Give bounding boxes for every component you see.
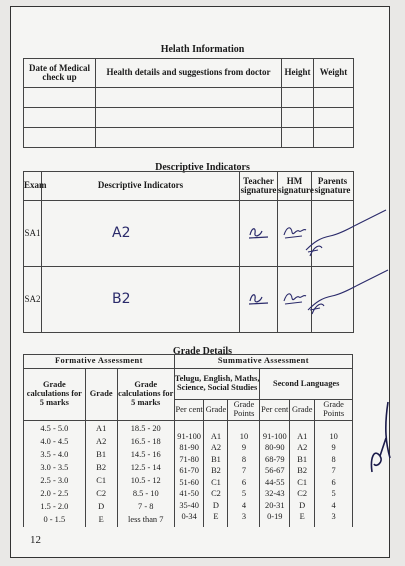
desc-header-hm: HM signature [278, 172, 312, 201]
list-item: B2 [211, 466, 221, 475]
exam-sa2: SA2 [24, 267, 42, 333]
health-header-height: Height [282, 59, 314, 88]
list-item: 61-70 [179, 466, 199, 475]
list-item: E [98, 515, 104, 524]
summative-col-grade-2 [290, 421, 315, 528]
list-item: 16.5 - 18 [130, 437, 161, 446]
health-row [24, 128, 354, 148]
health-row [24, 108, 354, 128]
list-item: 18.5 - 20 [130, 424, 161, 433]
list-item: 7 [241, 466, 247, 475]
desc-header-indicators: Descriptive Indicators [42, 172, 240, 201]
list-item: 6 [241, 477, 247, 487]
grade-table [23, 354, 353, 527]
list-item: C2 [297, 489, 308, 498]
summative-title: Summative Assessment [174, 355, 352, 369]
list-item: 8.5 - 10 [132, 489, 159, 498]
indicator-sa1 [42, 201, 240, 267]
list-item: 9 [241, 443, 247, 452]
sum-header-points-1: Grade Points [228, 400, 260, 421]
list-item: 3.0 - 3.5 [40, 463, 69, 472]
list-item: 2.5 - 3.0 [40, 476, 69, 485]
teacher-signature-mark [246, 289, 272, 307]
list-item: 5 [331, 489, 336, 498]
sum-header-points-2: Grade Points [315, 400, 353, 421]
parents-signature-marks [300, 198, 400, 318]
list-item: 91-100 [177, 431, 201, 441]
list-item: C1 [211, 477, 221, 487]
list-item: less than 7 [128, 515, 164, 524]
list-item: 35-40 [179, 500, 199, 510]
summative-col-points-1 [228, 421, 260, 528]
summative-group-second-languages: Second Languages [260, 369, 353, 400]
list-item: D [299, 500, 306, 510]
sum-header-percent-1: Per cent [174, 400, 204, 421]
list-item: B2 [297, 466, 308, 475]
summative-group-core: Telugu, English, Maths, Science, Social Studies [174, 369, 260, 400]
list-item: 80-90 [265, 443, 285, 452]
list-item: 3.5 - 4.0 [40, 450, 69, 459]
list-item: D [98, 502, 105, 511]
list-item: A2 [96, 437, 107, 446]
sum-header-grade-2: Grade [290, 400, 315, 421]
sum-header-percent-2: Per cent [260, 400, 290, 421]
list-item: 2.0 - 2.5 [40, 489, 69, 498]
list-item: A2 [210, 443, 222, 452]
formative-header-calc-20: Grade calculations for 5 marks [117, 369, 174, 421]
list-item: C1 [297, 477, 308, 487]
list-item: B1 [211, 454, 221, 464]
summative-col-points-2 [315, 421, 353, 528]
summative-col-percent-2 [260, 421, 290, 528]
formative-col-calc-20 [117, 421, 174, 528]
formative-header-grade: Grade [85, 369, 117, 421]
list-item: C2 [211, 489, 221, 498]
list-item: C1 [96, 476, 107, 485]
list-item: 7 - 8 [138, 502, 154, 511]
formative-title: Formative Assessment [24, 355, 175, 369]
list-item: E [299, 512, 305, 521]
list-item: E [213, 512, 219, 521]
summative-col-grade-1 [204, 421, 228, 528]
list-item: B1 [96, 450, 107, 459]
list-item: 41-50 [179, 489, 199, 498]
sum-header-grade-1: Grade [204, 400, 228, 421]
descriptive-title: Descriptive Indicators [155, 162, 250, 173]
list-item: A2 [297, 443, 308, 452]
list-item: 10 [329, 431, 338, 441]
formative-col-grade [85, 421, 117, 528]
health-header-weight: Weight [314, 59, 354, 88]
teacher-signature-mark [246, 223, 272, 241]
list-item: 20-31 [265, 500, 285, 510]
teacher-signature-sa1 [240, 201, 278, 267]
list-item: 91-100 [262, 431, 287, 441]
desc-header-parents: Parents signature [312, 172, 354, 201]
list-item: D [212, 500, 219, 510]
list-item: 0 - 1.5 [43, 515, 66, 524]
list-item: 4.0 - 4.5 [40, 437, 69, 446]
list-item: 0-34 [181, 512, 197, 521]
list-item: 4.5 - 5.0 [40, 424, 69, 433]
list-item: 14.5 - 16 [130, 450, 161, 459]
list-item: 81-90 [179, 443, 199, 452]
list-item: 32-43 [265, 489, 285, 498]
list-item: 1.5 - 2.0 [40, 502, 69, 511]
list-item: 0-19 [267, 512, 283, 521]
health-header-date: Date of Medical check up [24, 59, 96, 88]
list-item: 3 [241, 512, 247, 521]
list-item: 71-80 [179, 454, 199, 464]
list-item: 4 [241, 500, 247, 510]
list-item: 6 [331, 477, 336, 487]
grade-title: Grade Details [172, 346, 233, 357]
indicator-sa2-text: B2 [112, 290, 131, 307]
list-item: 4 [331, 500, 336, 510]
exam-sa1: SA1 [24, 201, 42, 267]
list-item: B1 [297, 454, 308, 464]
list-item: A1 [297, 431, 308, 441]
page-number: 12 [30, 534, 41, 546]
list-item: 5 [241, 489, 247, 498]
list-item: 56-67 [265, 466, 285, 475]
list-item: 8 [241, 454, 247, 464]
desc-header-teacher: Teacher signature [240, 172, 278, 201]
list-item: 10 [239, 431, 249, 441]
health-header-details: Health details and suggestions from doctor [96, 59, 282, 88]
list-item: 10.5 - 12 [130, 476, 161, 485]
list-item: 7 [331, 466, 336, 475]
health-row [24, 88, 354, 108]
indicator-sa2 [42, 267, 240, 333]
list-item: A1 [96, 424, 107, 433]
list-item: 51-60 [179, 477, 199, 487]
list-item: 9 [331, 443, 336, 452]
list-item: 12.5 - 14 [130, 463, 161, 472]
summative-col-percent-1 [174, 421, 204, 528]
list-item: B2 [96, 463, 107, 472]
list-item: 44-55 [265, 477, 285, 487]
health-table [23, 58, 354, 148]
list-item: 3 [331, 512, 336, 521]
indicator-sa1-text: A2 [112, 224, 131, 241]
formative-header-calc-5: Grade calculations for 5 marks [24, 369, 86, 421]
health-title: Helath Information [160, 44, 245, 55]
list-item: A1 [210, 431, 222, 441]
teacher-signature-sa2 [240, 267, 278, 333]
list-item: 8 [331, 454, 336, 464]
list-item: C2 [96, 489, 107, 498]
margin-signature-mark [366, 398, 398, 478]
desc-header-exam: Exam [24, 172, 42, 201]
formative-col-calc-5 [24, 421, 86, 528]
list-item: 68-79 [265, 454, 285, 464]
